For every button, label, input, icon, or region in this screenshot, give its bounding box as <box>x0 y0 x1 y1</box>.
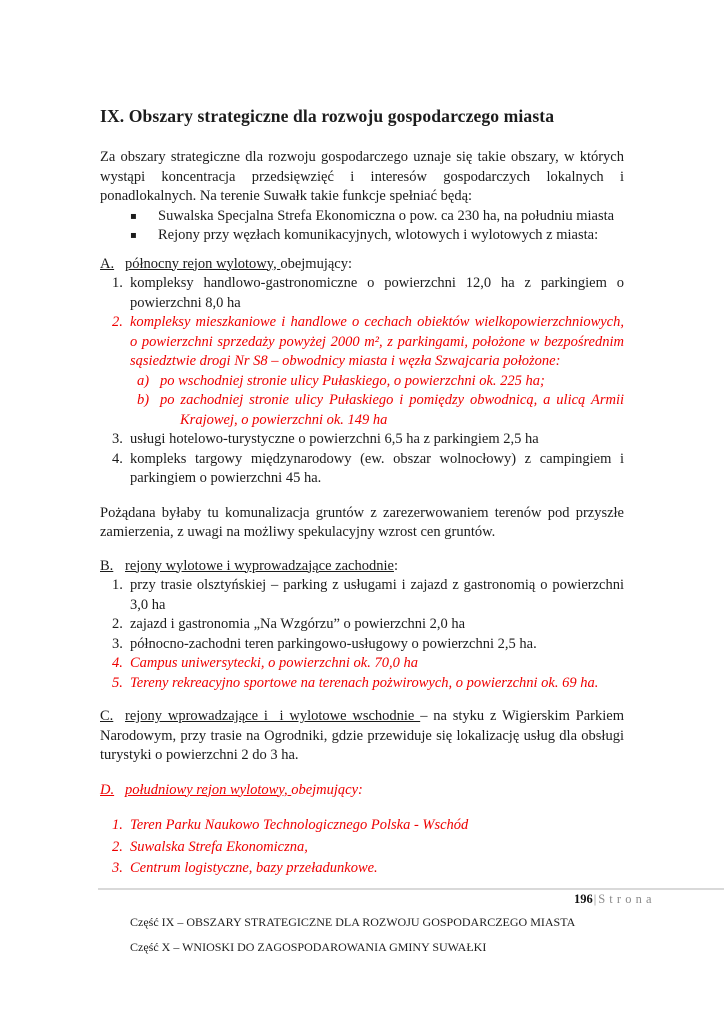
list-item: 1. kompleksy handlowo-gastronomiczne o powierzchni 12,0 ha z parkingiem o powierzchni 8,0 ha <box>112 275 624 311</box>
square-bullet-icon: ▪ <box>130 210 137 222</box>
section-a-label: A. <box>100 255 115 272</box>
section-d-label: D. <box>100 781 115 798</box>
section-b-heading-rest: : <box>393 557 398 574</box>
intro-paragraph: Za obszary strategiczne dla rozwoju gospodarczego uznaje się takie obszary, w których wystąpi koncentracja przedsięwzięć i interesów gospodarczych lokalnych i ponadlokalnych. Na terenie Suwałk takie funkcje spełniać będą: <box>100 149 624 204</box>
list-item: 3. Centrum logistyczne, bazy przeładunkowe. <box>112 860 378 876</box>
document-content <box>100 104 624 880</box>
list-item: b) po zachodniej stronie ulicy Pułaskiego i pomiędzy obwodnicą, a ulicą Armii Krajowej, o powierzchni ok. 149 ha <box>137 392 624 428</box>
bullet-text: Suwalska Specjalna Strefa Ekonomiczna o pow. ca 230 ha, na południu miasta <box>158 207 615 224</box>
bullet-text: Rejony przy węzłach komunikacyjnych, wlotowych i wylotowych z miasta: <box>158 227 599 243</box>
list-item: 4. kompleks targowy międzynarodowy (ew. obszar wolnocłowy) z campingiem i parkingiem o powierzchni 45 ha. <box>112 450 624 486</box>
note-paragraph: Pożądana byłaby tu komunalizacja gruntów z zarezerwowaniem terenów pod przyszłe zamierzenia, z uwagi na możliwy spekulacyjny wzrost cen gruntów. <box>100 504 624 540</box>
list-item: 2. Suwalska Strefa Ekonomiczna, <box>112 838 308 855</box>
section-c-heading-underlined: rejony wprowadzające i i wylotowe wschodnie <box>125 708 421 724</box>
page-number: 196 <box>573 892 593 906</box>
section-a-heading <box>100 255 624 275</box>
section-b-heading-underlined: rejony wylotowe i wyprowadzające zachodnie <box>125 557 394 574</box>
page-footer <box>0 888 724 955</box>
section-b-label: B. <box>100 557 114 574</box>
page-title: IX. Obszary strategiczne dla rozwoju gospodarczego miasta <box>100 106 555 126</box>
section-d-list <box>100 815 624 880</box>
list-item: 2. kompleksy mieszkaniowe i handlowe o cechach obiektów wielkopowierzchniowych, o powierzchni sprzedaży powyżej 2000 m², z parkingami, położone w bezpośrednim sąsiedztwie drogi Nr S8 – obwodnicy miasta i węzła Szwajcaria położone: <box>112 314 624 369</box>
list-item-bullet <box>100 207 624 227</box>
page-number-separator: | <box>593 892 597 906</box>
section-c-heading <box>100 707 624 766</box>
list-item: 5. Tereny rekreacyjno sportowe na terenach pożwirowych, o powierzchni ok. 69 ha. <box>112 674 599 691</box>
section-d-heading-rest: obejmujący: <box>291 781 363 798</box>
list-item: 1. Teren Parku Naukowo Technologicznego Polska - Wschód <box>112 817 469 833</box>
section-a-heading-rest: obejmujący: <box>280 255 352 272</box>
list-item-bullet <box>100 226 624 246</box>
section-c-label: C. <box>100 708 114 724</box>
section-a-heading-underlined: północny rejon wylotowy, <box>125 255 281 272</box>
page-number-line <box>0 891 724 907</box>
footer-part-x: Część X – WNIOSKI DO ZAGOSPODAROWANIA GMINY SUWAŁKI <box>130 940 487 954</box>
list-item: 3. usługi hotelowo-turystyczne o powierzchni 6,5 ha z parkingiem 2,5 ha <box>112 431 539 447</box>
list-item: 2. zajazd i gastronomia „Na Wzgórzu” o powierzchni 2,0 ha <box>112 616 466 632</box>
page-word: S t r o n a <box>598 892 652 906</box>
list-item: 1. przy trasie olsztyńskiej – parking z usługami i zajazd z gastronomią o powierzchni 3,0 ha <box>112 577 624 613</box>
section-d-heading <box>100 781 624 801</box>
list-item: 4. Campus uniwersytecki, o powierzchni ok. 70,0 ha <box>112 655 418 671</box>
list-item: a) po wschodniej stronie ulicy Pułaskiego, o powierzchni ok. 225 ha; <box>137 372 545 389</box>
section-c-heading-rest: – na styku z Wigierskim Parkiem Narodowym, przy trasie na Ogrodniki, gdzie przewiduje się lokalizację usług dla obsługi turystyki o powierzchni 2 do 3 ha. <box>100 708 624 763</box>
section-d-heading-underlined: południowy rejon wylotowy, <box>125 781 292 798</box>
section-b-heading <box>100 557 624 577</box>
list-item: 3. północno-zachodni teren parkingowo-usługowy o powierzchni 2,5 ha. <box>112 635 537 652</box>
footer-divider <box>98 888 724 890</box>
square-bullet-icon: ▪ <box>130 230 137 241</box>
footer-part-ix: Część IX – OBSZARY STRATEGICZNE DLA ROZWOJU GOSPODARCZEGO MIASTA <box>130 915 576 929</box>
